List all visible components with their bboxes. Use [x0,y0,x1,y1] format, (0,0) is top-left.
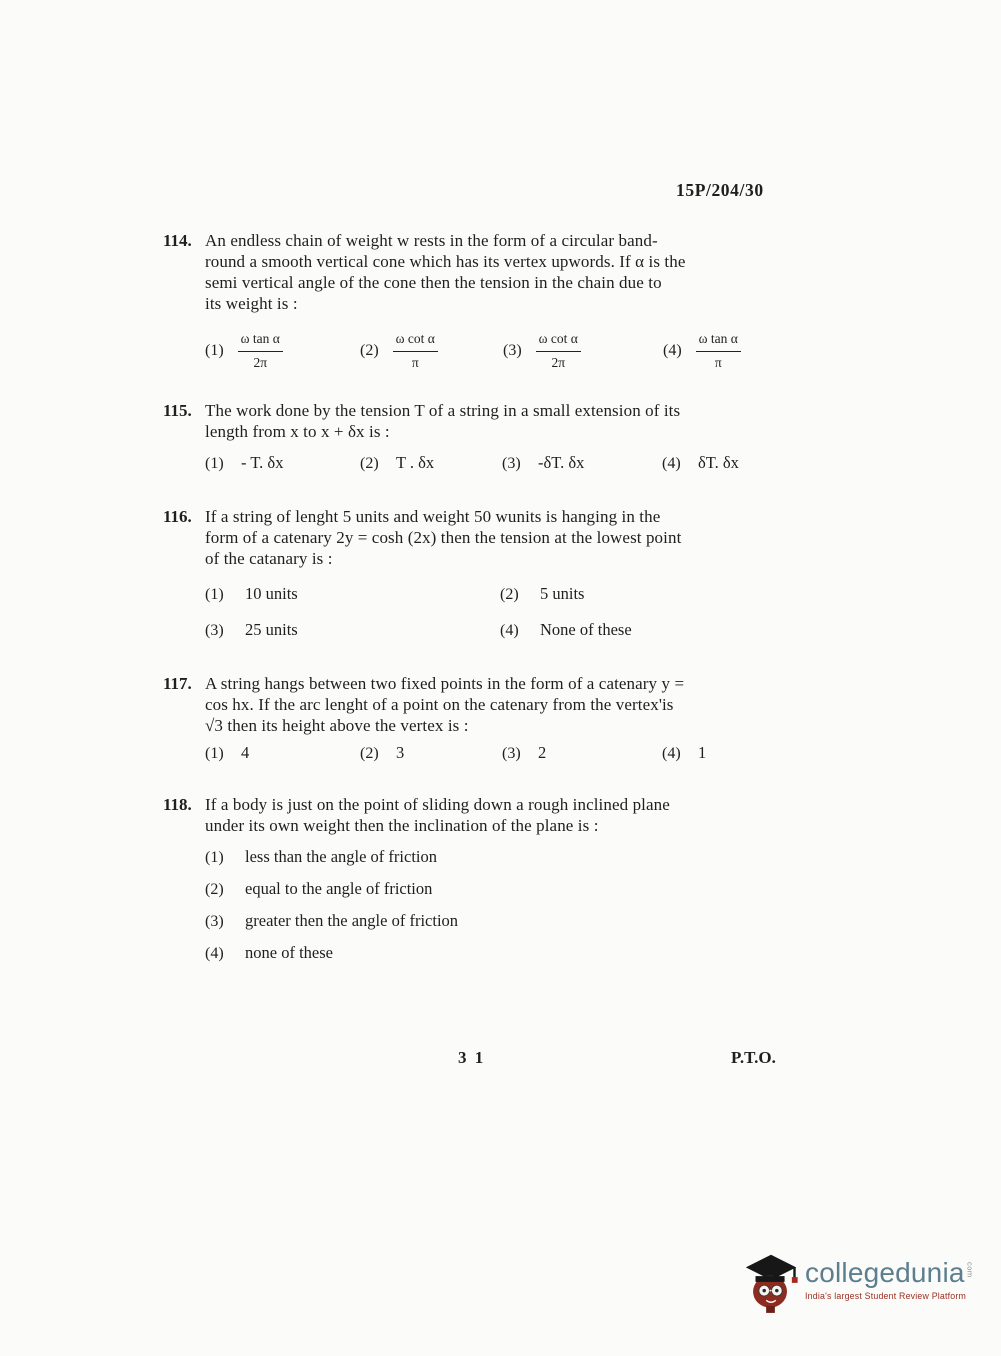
question-text-line: The work done by the tension T of a string in a small extension of its [205,401,681,420]
option-value: 25 units [245,620,298,639]
option-label: (4) [662,455,681,472]
fraction-numerator: ω tan α [238,331,283,351]
question-115 [163,400,813,474]
options-row [205,742,813,764]
option-value: 5 units [540,584,585,603]
option-value: 4 [241,743,250,762]
fraction [238,331,283,370]
option-label: (2) [360,745,379,762]
option-1 [205,742,360,764]
option-value: - T. δx [241,453,284,472]
option-4 [662,742,706,764]
question-text [205,230,813,314]
question-text-line: round a smooth vertical cone which has its vertex upwords. If α is the [205,252,686,271]
option-label: (2) [500,586,519,603]
option-1 [205,452,360,474]
fraction [536,331,581,370]
fraction [393,331,438,370]
option-3 [502,742,662,764]
option-label: (3) [503,342,522,359]
option-label: (3) [205,913,224,930]
option-3 [205,910,813,932]
option-label: (3) [502,745,521,762]
fraction-numerator: ω cot α [536,331,581,351]
option-value: δT. δx [698,453,739,472]
option-1 [205,331,360,370]
logo-text [805,1258,975,1301]
question-text-line: An endless chain of weight w rests in the form of a circular band- [205,231,658,250]
option-2 [500,583,813,605]
question-114 [163,230,813,376]
option-3 [502,452,662,474]
question-text [205,506,813,569]
fraction-denominator: π [714,354,722,370]
option-label: (3) [502,455,521,472]
question-text-line: A string hangs between two fixed points in the form of a catenary y = [205,674,685,693]
option-label: (1) [205,455,224,472]
question-number: 118. [163,795,192,814]
option-value: -δT. δx [538,453,585,472]
question-number: 116. [163,507,192,526]
question-text-line: If a string of lenght 5 units and weight 50 wunits is hanging in the [205,507,661,526]
option-2 [360,742,502,764]
collegedunia-logo [740,1244,975,1314]
option-value: T . δx [396,453,435,472]
question-text-line: form of a catenary 2y = cosh (2x) then the tension at the lowest point [205,528,682,547]
page-number: 3 1 [458,1048,486,1067]
question-117 [163,673,813,764]
logo-brand-text: collegedunia [805,1256,965,1288]
question-number: 114. [163,231,192,250]
option-value: greater then the angle of friction [245,911,459,930]
question-text [205,794,813,836]
option-label: (4) [205,945,224,962]
option-4 [663,331,741,370]
options-grid [205,583,813,641]
option-value: equal to the angle of friction [245,879,433,898]
options-list [205,846,813,964]
option-value: None of these [540,620,632,639]
option-4 [662,452,739,474]
questions-content [163,230,813,974]
option-value: 1 [698,743,707,762]
option-label: (1) [205,745,224,762]
question-text-line: its weight is : [205,294,298,313]
option-2 [360,452,502,474]
option-value: none of these [245,943,333,962]
option-4 [500,619,813,641]
question-116 [163,506,813,641]
option-value: 2 [538,743,547,762]
option-label: (1) [205,342,224,359]
option-2 [360,331,503,370]
option-value: 3 [396,743,405,762]
fraction-denominator: π [411,354,419,370]
option-3 [205,619,500,641]
graduate-mascot-icon [740,1244,802,1314]
question-118 [163,794,813,964]
option-4 [205,942,813,964]
option-label: (2) [360,342,379,359]
question-text-line: √3 then its height above the vertex is : [205,716,469,735]
exam-paper-code: 15P/204/30 [676,180,764,200]
option-label: (2) [360,455,379,472]
option-label: (4) [662,745,681,762]
option-label: (4) [500,622,519,639]
option-1 [205,583,500,605]
pto-label: P.T.O. [731,1048,776,1067]
options-row [205,452,813,474]
logo-suffix-text: com [965,1261,975,1278]
question-text-line: of the catanary is : [205,549,333,568]
question-text-line: If a body is just on the point of sliding down a rough inclined plane [205,795,670,814]
fraction [696,331,741,370]
option-2 [205,878,813,900]
option-value: less than the angle of friction [245,847,437,866]
question-text-line: under its own weight then the inclination of the plane is : [205,816,599,835]
question-text-line: cos hx. If the arc lenght of a point on the catenary from the vertex'is [205,695,674,714]
question-text-line: semi vertical angle of the cone then the tension in the chain due to [205,273,662,292]
fraction-denominator: 2π [551,354,566,370]
question-text [205,400,813,442]
fraction-numerator: ω tan α [696,331,741,351]
question-number: 117. [163,674,192,693]
logo-tagline: India's largest Student Review Platform [805,1290,967,1301]
option-3 [503,331,663,370]
option-1 [205,846,813,868]
option-label: (1) [205,849,224,866]
question-number: 115. [163,401,192,420]
option-label: (2) [205,881,224,898]
fraction-numerator: ω cot α [393,331,438,351]
options-row [205,326,813,376]
option-label: (3) [205,622,224,639]
option-label: (1) [205,586,224,603]
question-text-line: length from x to x + δx is : [205,422,390,441]
fraction-denominator: 2π [253,354,268,370]
question-text [205,673,813,736]
option-label: (4) [663,342,682,359]
option-value: 10 units [245,584,298,603]
